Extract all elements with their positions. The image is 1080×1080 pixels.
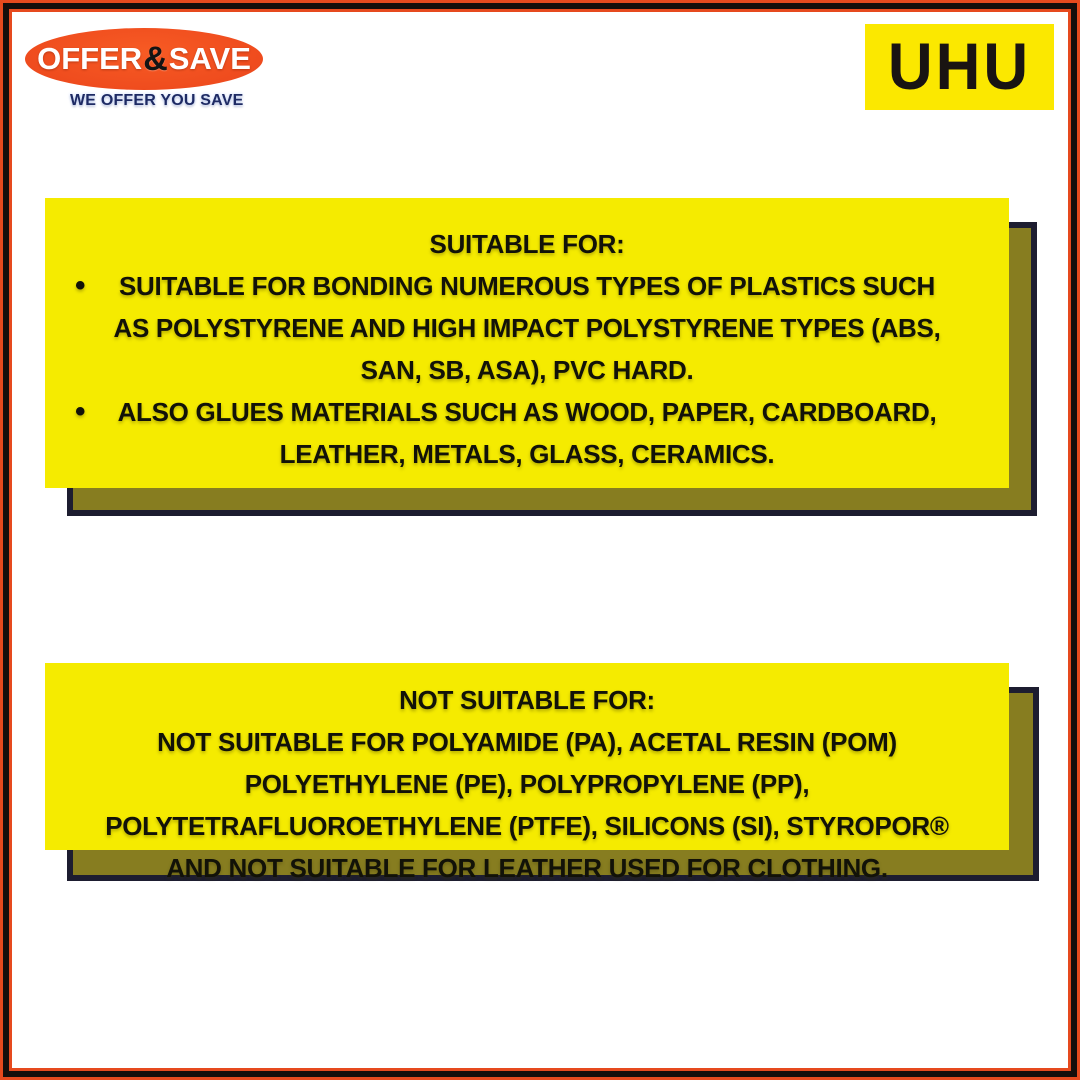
- suitable-bullet-text: ALSO GLUES MATERIALS SUCH AS WOOD, PAPER, CARDBOARD, LEATHER, METALS, GLASS, CERAMICS.: [117, 397, 937, 469]
- offer-save-tagline: WE OFFER YOU SAVE: [70, 92, 244, 109]
- offer-save-word1: OFFER: [37, 41, 143, 76]
- offer-save-word2: SAVE: [168, 41, 251, 76]
- suitable-for-box: [45, 198, 1009, 488]
- ampersand-icon: &: [143, 39, 168, 78]
- not-suitable-body-text: NOT SUITABLE FOR POLYAMIDE (PA), ACETAL RESIN (POM) POLYETHYLENE (PE), POLYPROPYLENE (PP), POLYTETRAFLUOROETHYLENE (PTFE), SILICONS (SI), STYROPOR® AND NOT SUITABLE FOR LEATHER USED FOR CLOTHING.: [105, 727, 949, 883]
- not-suitable-for-box: [45, 663, 1009, 883]
- suitable-bullet-item: [75, 391, 961, 475]
- poster-content: [12, 12, 1068, 1068]
- not-suitable-for-title: NOT SUITABLE FOR:: [399, 685, 655, 715]
- suitable-for-title: SUITABLE FOR:: [429, 229, 625, 259]
- bullet-icon: •: [75, 395, 86, 428]
- offer-and-save-logo: [25, 28, 263, 90]
- uhu-logo-text: UHU: [887, 30, 1032, 104]
- suitable-bullet-item: [75, 265, 961, 391]
- suitable-bullet-text: SUITABLE FOR BONDING NUMEROUS TYPES OF PLASTICS SUCH AS POLYSTYRENE AND HIGH IMPACT POLYSTYRENE TYPES (ABS, SAN, SB, ASA), PVC HARD.: [113, 271, 941, 385]
- uhu-brand-logo: [865, 24, 1054, 110]
- bullet-icon: •: [75, 269, 86, 302]
